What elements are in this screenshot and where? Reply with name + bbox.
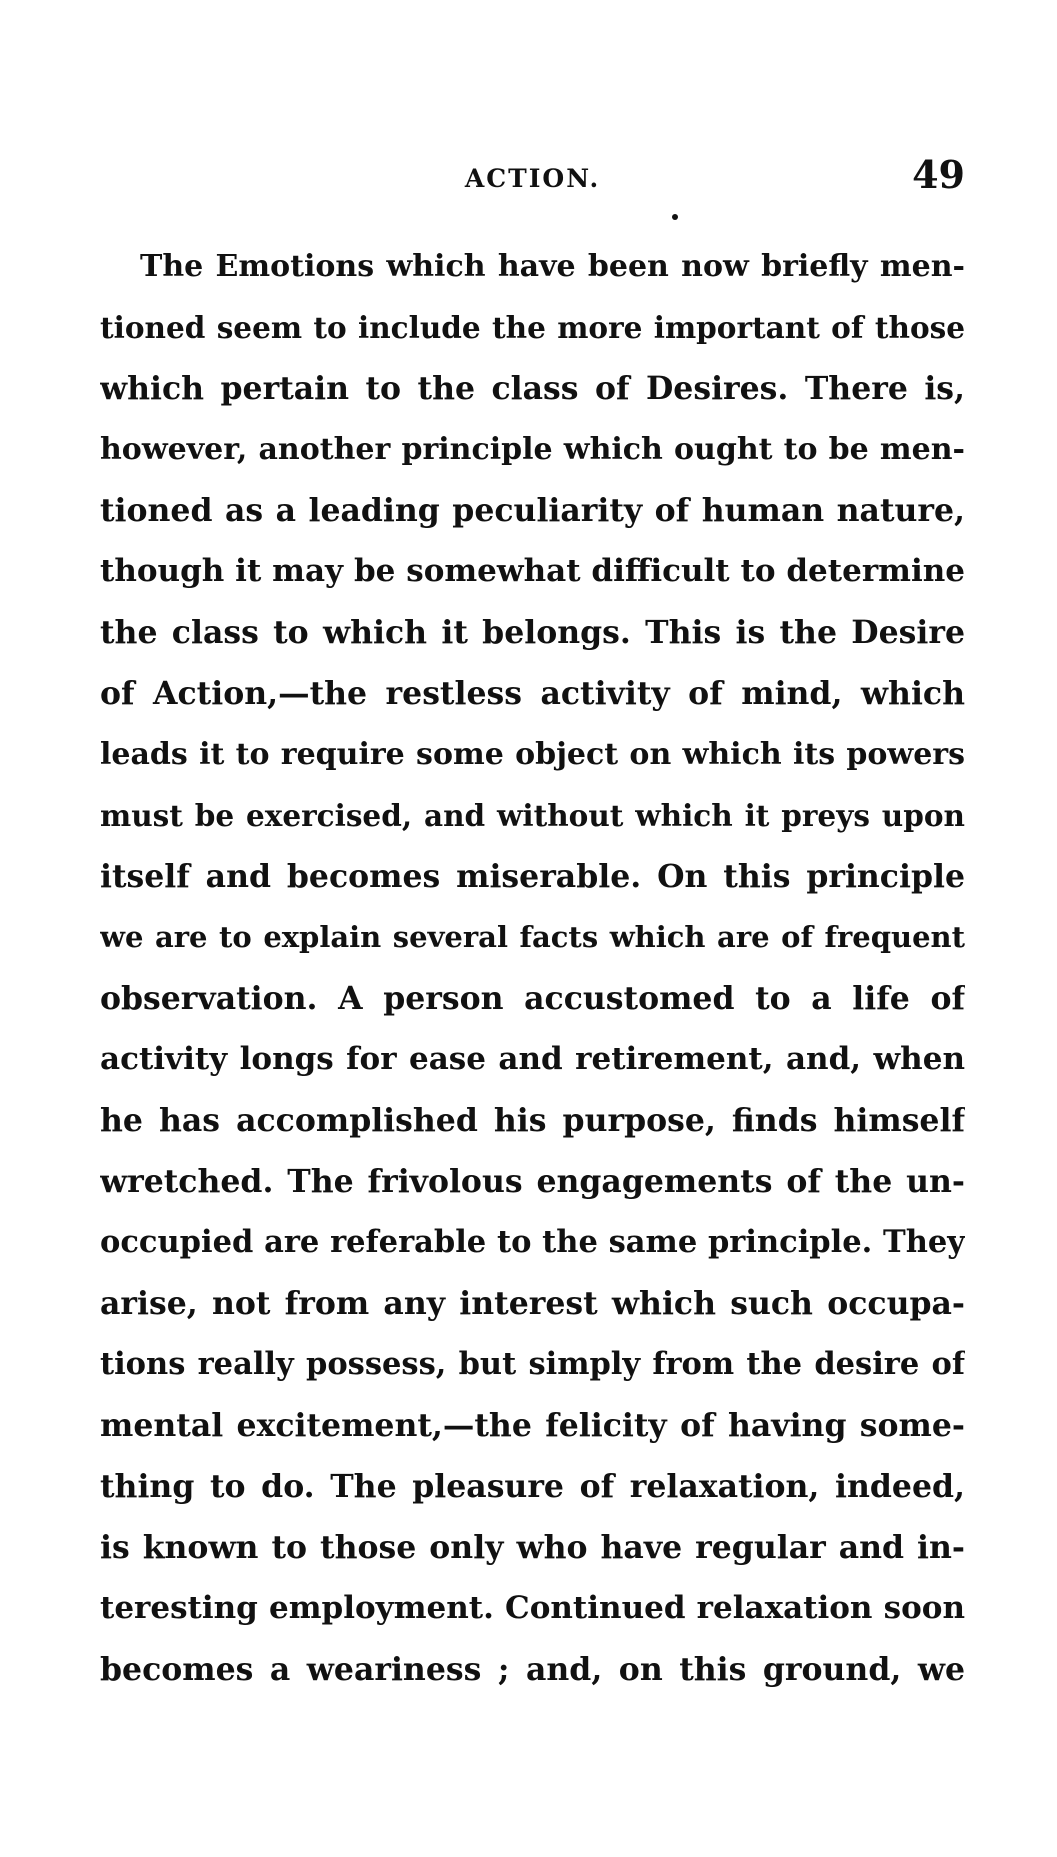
- text-line: which pertain to the class of Desires. There is,: [100, 370, 965, 407]
- text-line: becomes a weariness ; and, on this ground, we: [100, 1651, 965, 1688]
- text-line: observation. A person accustomed to a life of: [100, 980, 965, 1017]
- text-line: occupied are referable to the same principle. They: [100, 1224, 965, 1260]
- text-line: The Emotions which have been now briefly men-: [140, 249, 965, 284]
- text-line: though it may be somewhat difficult to determine: [100, 553, 965, 589]
- print-speck: [672, 214, 678, 220]
- text-line: tioned seem to include the more important of those: [100, 310, 965, 345]
- text-line: of Action,—the restless activity of mind, which: [100, 675, 965, 712]
- running-title: ACTION.: [464, 164, 601, 193]
- running-head: [100, 150, 965, 200]
- text-line: the class to which it belongs. This is the Desire: [100, 614, 965, 651]
- text-line: leads it to require some object on which its powers: [100, 737, 965, 772]
- text-line: he has accomplished his purpose, finds himself: [100, 1102, 965, 1139]
- text-line: must be exercised, and without which it preys upon: [100, 798, 965, 833]
- body-paragraph: [100, 236, 965, 1700]
- text-line: wretched. The frivolous engagements of the un-: [100, 1163, 965, 1200]
- text-line: tions really possess, but simply from the desire of: [100, 1346, 965, 1382]
- page-number: 49: [912, 152, 965, 197]
- text-line: tioned as a leading peculiarity of human nature,: [100, 492, 965, 529]
- text-line: mental excitement,—the felicity of having some-: [100, 1407, 965, 1444]
- text-line: itself and becomes miserable. On this principle: [100, 858, 965, 895]
- text-line: however, another principle which ought to be men-: [100, 432, 965, 467]
- text-line: arise, not from any interest which such occupa-: [100, 1285, 965, 1322]
- text-line: is known to those only who have regular and in-: [100, 1529, 965, 1566]
- text-line: we are to explain several facts which are of frequent: [100, 920, 965, 954]
- text-line: activity longs for ease and retirement, and, when: [100, 1041, 965, 1077]
- text-line: teresting employment. Continued relaxation soon: [100, 1590, 965, 1626]
- text-line: thing to do. The pleasure of relaxation, indeed,: [100, 1468, 965, 1505]
